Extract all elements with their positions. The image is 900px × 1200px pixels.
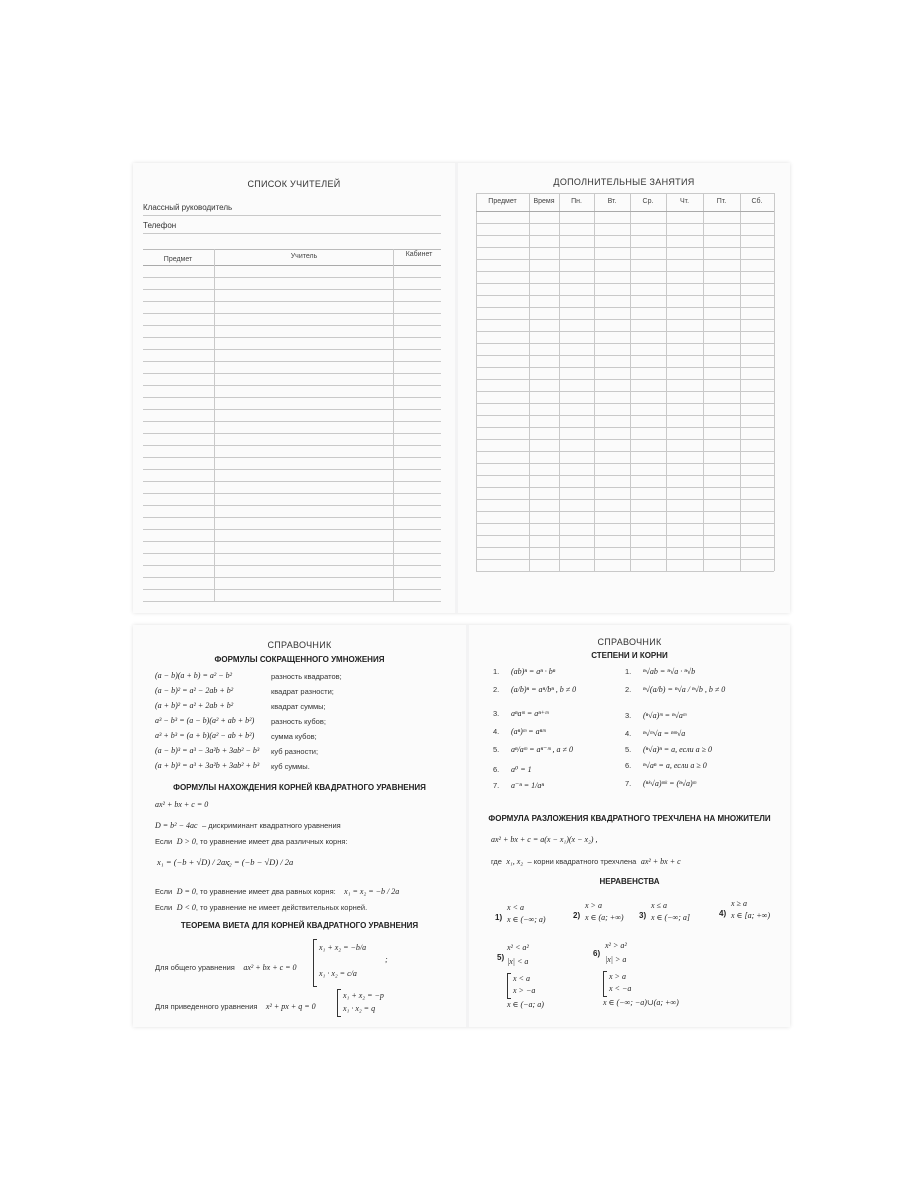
power-rule-formula: a⁻ⁿ = 1/aⁿ xyxy=(511,781,544,790)
mult-title: ФОРМУЛЫ СОКРАЩЕННОГО УМНОЖЕНИЯ xyxy=(214,655,385,664)
extra-row-line xyxy=(476,463,774,464)
ineq6-number: 6) xyxy=(593,949,601,958)
vieta-reduced-equation: x² + px + q = 0 xyxy=(265,1002,316,1011)
mult-description: сумма кубов; xyxy=(271,732,317,741)
extra-row-line xyxy=(476,511,774,512)
extra-row-line xyxy=(476,235,774,236)
mult-description: куб разности; xyxy=(271,747,319,756)
table-row-line xyxy=(143,601,441,602)
vieta-title: ТЕОРЕМА ВИЕТА ДЛЯ КОРНЕЙ КВАДРАТНОГО УРАВНЕНИЯ xyxy=(180,921,419,930)
extra-row-line xyxy=(476,223,774,224)
ineq-line2: x ∈ (a; +∞) xyxy=(585,913,624,922)
vieta-reduced-sum: x₁ + x₂ = −p xyxy=(343,991,384,1000)
root-rule-formula: (ⁿ√a)ᵐ = ⁿ√aᵐ xyxy=(643,711,687,720)
extra-row-line xyxy=(476,355,774,356)
vieta-reduced-label: Для приведенного уравнения xyxy=(155,1002,258,1011)
power-rule-number: 4. xyxy=(493,727,500,736)
table-row-line xyxy=(143,433,441,434)
mult-description: разность квадратов; xyxy=(271,672,342,681)
table-row-line xyxy=(143,517,441,518)
extra-row-line xyxy=(476,415,774,416)
extra-col-divider xyxy=(666,193,667,571)
case2-formula: x₁ = x₂ = −b / 2a xyxy=(344,887,400,896)
reference-left-title: СПРАВОЧНИК xyxy=(267,640,332,650)
extra-row-line xyxy=(476,547,774,548)
root-rule-number: 1. xyxy=(625,667,632,676)
teachers-table xyxy=(133,163,455,613)
vieta-reduced-brace xyxy=(337,989,341,1017)
inequalities-title: НЕРАВЕНСТВА xyxy=(599,877,660,886)
power-rule-number: 2. xyxy=(493,685,500,694)
mult-formula: (a − b)(a + b) = a² − b² xyxy=(155,671,233,680)
mult-formula: (a + b)² = a² + 2ab + b² xyxy=(155,701,234,710)
extra-col-header: Пн. xyxy=(571,198,582,205)
power-rule-number: 5. xyxy=(493,745,500,754)
vieta-general-line xyxy=(155,957,297,975)
table-row-line xyxy=(143,265,441,266)
power-rule-number: 7. xyxy=(493,781,500,790)
extra-row-line xyxy=(476,499,774,500)
power-rule-number: 3. xyxy=(493,709,500,718)
vieta-general-label: Для общего уравнения xyxy=(155,963,235,972)
table-row-line xyxy=(143,385,441,386)
power-rule-formula: aⁿ/aᵐ = aⁿ⁻ᵐ , a ≠ 0 xyxy=(511,745,573,754)
root-rule-formula: ⁿ√aⁿ = a, если a ≥ 0 xyxy=(643,761,707,770)
mult-description: квадрат суммы; xyxy=(271,702,326,711)
mult-description: разность кубов; xyxy=(271,717,326,726)
factor-roots: x₁, x₂ xyxy=(506,857,524,866)
table-row-line xyxy=(143,349,441,350)
teachers-title: СПИСОК УЧИТЕЛЕЙ xyxy=(247,179,341,189)
ineq-number: 2) xyxy=(573,911,581,920)
root-x1-formula: x₁ = (−b + √D) / 2a ; xyxy=(157,857,231,867)
table-row-line xyxy=(143,457,441,458)
case2-text: , то уравнение имеет два равных корня: xyxy=(195,887,336,896)
case2-condition: D = 0 xyxy=(176,887,196,896)
ineq-number: 4) xyxy=(719,909,727,918)
extra-col-divider xyxy=(559,193,560,571)
phone-label: Телефон xyxy=(143,221,177,230)
vieta-general-product: x₁ · x₂ = c/a xyxy=(319,969,357,978)
powers-title: СТЕПЕНИ И КОРНИ xyxy=(591,651,668,660)
extra-row-line xyxy=(476,319,774,320)
table-row-line xyxy=(143,577,441,578)
factor-trinomial: ax² + bx + c xyxy=(640,857,681,866)
table-row-line xyxy=(143,445,441,446)
root-rule-formula: (ⁿ√a)ⁿ = a, если a ≥ 0 xyxy=(643,745,713,754)
table-row-line xyxy=(143,325,441,326)
case1-if: Если xyxy=(155,837,173,846)
extra-row-line xyxy=(476,487,774,488)
factor-where-text: – корни квадратного трехчлена xyxy=(527,857,637,866)
reference-right-title: СПРАВОЧНИК xyxy=(597,637,662,647)
ineq6-line2: |x| > a xyxy=(605,955,627,964)
extra-row-line xyxy=(476,391,774,392)
ineq5-number: 5) xyxy=(497,953,505,962)
extra-row-line xyxy=(476,259,774,260)
mult-description: куб суммы. xyxy=(271,762,310,771)
factor-where-line xyxy=(491,851,681,869)
extra-col-header: Предмет xyxy=(488,198,517,205)
power-rule-number: 1. xyxy=(493,667,500,676)
vieta-general-separator: ; xyxy=(385,955,388,964)
root-rule-number: 7. xyxy=(625,779,632,788)
col-room-header: Кабинет xyxy=(405,251,433,258)
mult-formula: a³ + b³ = (a + b)(a² − ab + b²) xyxy=(155,731,255,740)
extra-top-line xyxy=(476,193,774,194)
extra-col-divider xyxy=(740,193,741,571)
discriminant-text: – дискриминант квадратного уравнения xyxy=(201,821,341,830)
ineq-line1: x < a xyxy=(507,903,524,912)
case1-text: , то уравнение имеет два различных корня: xyxy=(195,837,348,846)
ineq6-result: x ∈ (−∞; −a)∪(a; +∞) xyxy=(603,998,679,1007)
case1-line xyxy=(155,831,347,849)
extra-row-line xyxy=(476,571,774,572)
extra-row-line xyxy=(476,247,774,248)
table-row-line xyxy=(143,421,441,422)
root-rule-formula: (ⁿᵏ√a)ᵐᵏ = (ⁿ√a)ᵐ xyxy=(643,779,697,788)
extra-row-line xyxy=(476,475,774,476)
extra-col-divider xyxy=(774,193,775,571)
mult-formula: (a − b)³ = a³ − 3a²b + 3ab² − b³ xyxy=(155,746,260,755)
case3-line xyxy=(155,897,367,915)
extra-row-line xyxy=(476,451,774,452)
power-rule-formula: (aⁿ)ᵐ = aⁿᵐ xyxy=(511,727,546,736)
table-row-line xyxy=(143,469,441,470)
mult-formula: (a + b)³ = a³ + 3a²b + 3ab² + b³ xyxy=(155,761,260,770)
ineq5-system2: x > −a xyxy=(513,986,536,995)
factor-where: где xyxy=(491,857,502,866)
extra-row-line xyxy=(476,307,774,308)
table-row-line xyxy=(143,565,441,566)
ineq-line2: x ∈ [a; +∞) xyxy=(731,911,771,920)
extra-row-line xyxy=(476,367,774,368)
vieta-reduced-product: x₁ · x₂ = q xyxy=(343,1004,376,1013)
case1-condition: D > 0 xyxy=(176,837,196,846)
ineq6-line1: x² > a² xyxy=(605,941,627,950)
ineq6-bracket xyxy=(603,971,607,997)
extra-row-line xyxy=(476,271,774,272)
table-row-line xyxy=(143,541,441,542)
mult-formula: (a − b)² = a² − 2ab + b² xyxy=(155,686,234,695)
ineq-number: 3) xyxy=(639,911,647,920)
root-rule-number: 4. xyxy=(625,729,632,738)
case3-condition: D < 0 xyxy=(176,903,196,912)
ineq-line1: x ≥ a xyxy=(731,899,747,908)
col-subject-header: Предмет xyxy=(163,256,193,263)
table-row-line xyxy=(143,589,441,590)
table-row-line xyxy=(143,301,441,302)
vieta-general-brace xyxy=(313,939,317,987)
header-top-line xyxy=(143,249,441,250)
extra-col-divider xyxy=(630,193,631,571)
root-rule-number: 3. xyxy=(625,711,632,720)
discriminant-formula: D = b² − 4ac xyxy=(155,821,198,830)
extra-col-header: Пт. xyxy=(716,198,727,205)
table-row-line xyxy=(143,361,441,362)
table-row-line xyxy=(143,373,441,374)
extra-col-divider xyxy=(594,193,595,571)
power-rule-formula: a⁰ = 1 xyxy=(511,765,532,774)
top-spread xyxy=(133,163,790,613)
reference-left-page xyxy=(133,625,466,1027)
ineq5-line1: x² < a² xyxy=(507,943,529,952)
extra-col-divider xyxy=(529,193,530,571)
bottom-spread xyxy=(133,625,790,1027)
extra-row-line xyxy=(476,439,774,440)
mult-description: квадрат разности; xyxy=(271,687,334,696)
root-rule-formula: ⁿ√ᵐ√a = ⁿᵐ√a xyxy=(643,729,686,738)
table-row-line xyxy=(143,289,441,290)
teachers-page xyxy=(133,163,455,613)
table-row-line xyxy=(143,409,441,410)
extra-row-line xyxy=(476,211,774,212)
vieta-general-equation: ax² + bx + c = 0 xyxy=(243,963,297,972)
power-rule-formula: (ab)ⁿ = aⁿ · bⁿ xyxy=(511,667,556,676)
ineq5-result: x ∈ (−a; a) xyxy=(507,1000,544,1009)
extra-row-line xyxy=(476,379,774,380)
factor-title: ФОРМУЛА РАЗЛОЖЕНИЯ КВАДРАТНОГО ТРЕХЧЛЕНА НА МНОЖИТЕЛИ xyxy=(488,814,771,823)
col-teacher-header: Учитель xyxy=(290,253,318,260)
root-rule-formula: ⁿ√ab = ⁿ√a · ⁿ√b xyxy=(643,667,696,676)
table-row-line xyxy=(143,529,441,530)
extra-row-line xyxy=(476,523,774,524)
case3-if: Если xyxy=(155,903,173,912)
case3-text: , то уравнение не имеет действительных корней. xyxy=(195,903,368,912)
ineq5-line2: |x| < a xyxy=(507,957,529,966)
root-x2-formula: x₂ = (−b − √D) / 2a xyxy=(225,857,294,867)
extra-page xyxy=(458,163,790,613)
ineq5-brace xyxy=(507,973,511,999)
extra-table xyxy=(458,163,790,613)
extra-row-line xyxy=(476,427,774,428)
root-rule-number: 5. xyxy=(625,745,632,754)
vieta-reduced-line xyxy=(155,996,316,1014)
extra-row-line xyxy=(476,343,774,344)
root-rule-formula: ⁿ√(a/b) = ⁿ√a / ⁿ√b , b ≠ 0 xyxy=(643,685,726,694)
power-rule-number: 6. xyxy=(493,765,500,774)
extra-col-header: Вт. xyxy=(607,198,617,205)
ineq5-system1: x < a xyxy=(513,974,530,983)
table-row-line xyxy=(143,337,441,338)
table-row-line xyxy=(143,397,441,398)
ineq-number: 1) xyxy=(495,913,503,922)
extra-col-header: Чт. xyxy=(679,198,690,205)
reference-right-page xyxy=(469,625,790,1027)
ineq-line2: x ∈ (−∞; a] xyxy=(651,913,691,922)
case2-if: Если xyxy=(155,887,173,896)
ineq-line2: x ∈ (−∞; a) xyxy=(507,915,546,924)
mult-formula: a³ − b³ = (a − b)(a² + ab + b²) xyxy=(155,716,255,725)
extra-col-divider xyxy=(476,193,477,571)
extra-row-line xyxy=(476,403,774,404)
table-row-line xyxy=(143,505,441,506)
power-rule-formula: (a/b)ⁿ = aⁿ/bⁿ , b ≠ 0 xyxy=(511,685,577,694)
vieta-general-sum: x₁ + x₂ = −b/a xyxy=(319,943,367,952)
class-teacher-label: Классный руководитель xyxy=(143,203,233,212)
factor-equation: ax² + bx + c = a(x − x₁)(x − x₂) , xyxy=(491,835,598,844)
table-row-line xyxy=(143,481,441,482)
ineq6-system1: x > a xyxy=(609,972,626,981)
table-row-line xyxy=(143,313,441,314)
col-divider xyxy=(214,249,215,601)
extra-title: ДОПОЛНИТЕЛЬНЫЕ ЗАНЯТИЯ xyxy=(553,177,695,187)
table-row-line xyxy=(143,553,441,554)
extra-row-line xyxy=(476,283,774,284)
table-row-line xyxy=(143,277,441,278)
ineq-line1: x ≤ a xyxy=(651,901,667,910)
extra-col-divider xyxy=(703,193,704,571)
extra-row-line xyxy=(476,295,774,296)
table-row-line xyxy=(143,493,441,494)
extra-row-line xyxy=(476,559,774,560)
ineq-line1: x > a xyxy=(585,901,602,910)
extra-col-header: Время xyxy=(533,198,555,205)
power-rule-formula: aⁿaᵐ = aⁿ⁺ᵐ xyxy=(511,709,549,718)
extra-col-header: Сб. xyxy=(751,198,763,205)
roots-title: ФОРМУЛЫ НАХОЖДЕНИЯ КОРНЕЙ КВАДРАТНОГО УРАВНЕНИЯ xyxy=(173,783,426,792)
roots-equation: ax² + bx + c = 0 xyxy=(155,800,209,809)
root-rule-number: 6. xyxy=(625,761,632,770)
root-rule-number: 2. xyxy=(625,685,632,694)
extra-col-header: Ср. xyxy=(642,198,654,205)
col-divider xyxy=(393,249,394,601)
extra-row-line xyxy=(476,535,774,536)
extra-row-line xyxy=(476,331,774,332)
ineq6-system2: x < −a xyxy=(609,984,632,993)
